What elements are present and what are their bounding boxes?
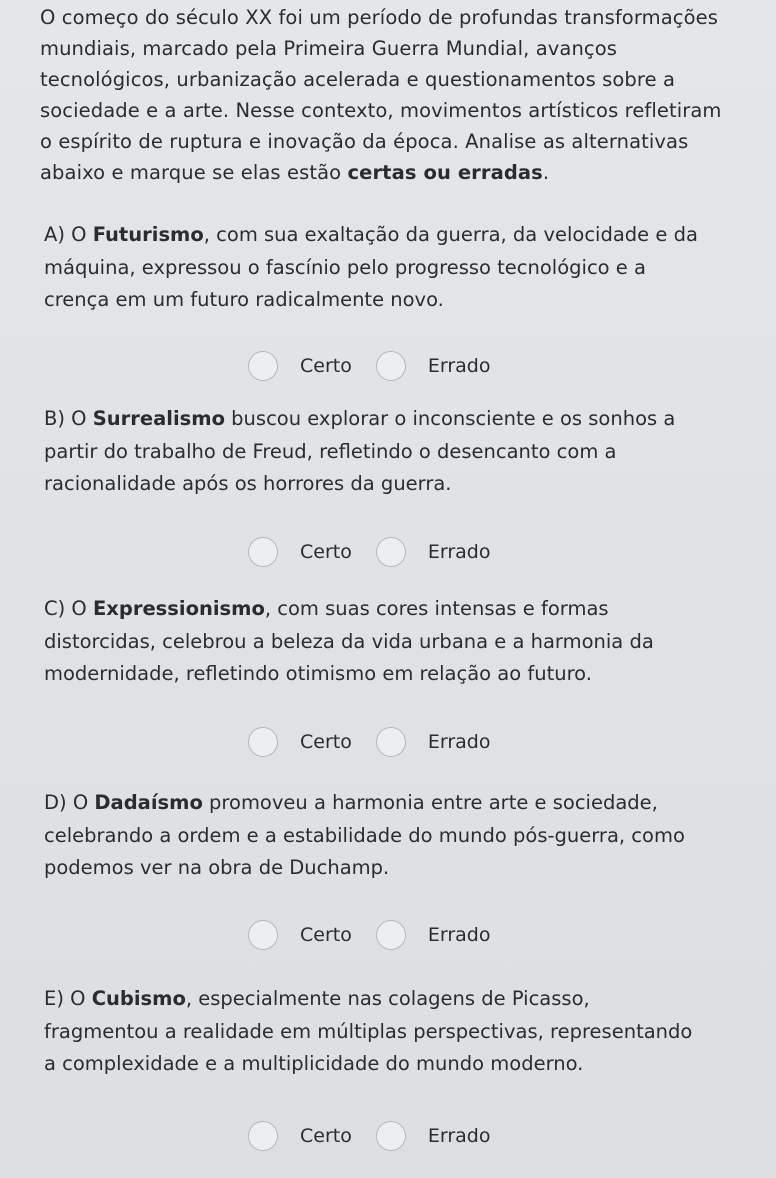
errado-label[interactable]: Errado <box>427 1125 491 1147</box>
question-line: racionalidade após os horrores da guerra. <box>44 472 452 495</box>
question-text: buscou explorar o inconsciente e os sonhos a <box>224 407 676 430</box>
question-line: a complexidade e a multiplicidade do mundo moderno. <box>44 1052 584 1075</box>
question-d <box>44 787 734 885</box>
question-e <box>44 983 734 1081</box>
question-d-errado-radio[interactable] <box>376 920 406 950</box>
certo-label[interactable]: Certo <box>300 355 352 377</box>
question-term: Cubismo <box>91 987 186 1010</box>
question-line: fragmentou a realidade em múltiplas perspectivas, representando <box>44 1019 693 1043</box>
intro-emphasis: certas ou erradas <box>347 161 543 184</box>
intro-line: O começo do século XX foi um período de profundas transformações <box>40 6 718 29</box>
intro-text: abaixo e marque se elas estão <box>40 161 348 184</box>
question-line <box>44 593 734 626</box>
question-c <box>44 593 734 691</box>
certo-label[interactable]: Certo <box>300 731 352 753</box>
question-term: Futurismo <box>92 223 204 246</box>
intro-line: tecnológicos, urbanização acelerada e questionamentos sobre a <box>40 68 676 91</box>
certo-label[interactable]: Certo <box>300 541 352 563</box>
question-prefix: D) O <box>44 791 95 814</box>
question-d-options <box>248 915 514 955</box>
question-line: crença em um futuro radicalmente novo. <box>44 288 444 311</box>
question-b <box>44 403 734 501</box>
intro-paragraph <box>40 2 740 188</box>
question-text: , especialmente nas colagens de Picasso, <box>185 987 590 1010</box>
question-line: partir do trabalho de Freud, refletindo o desencanto com a <box>44 439 617 463</box>
question-a-certo-radio[interactable] <box>248 351 278 381</box>
question-line <box>44 983 734 1016</box>
question-a <box>44 219 734 317</box>
question-line: distorcidas, celebrou a beleza da vida urbana e a harmonia da <box>44 629 654 653</box>
question-prefix: B) O <box>44 407 93 430</box>
question-c-options <box>248 722 514 762</box>
question-e-errado-radio[interactable] <box>376 1121 406 1151</box>
question-b-options <box>248 532 514 572</box>
question-text: promoveu a harmonia entre arte e sociedade, <box>202 791 658 814</box>
certo-label[interactable]: Certo <box>300 1125 352 1147</box>
question-d-certo-radio[interactable] <box>248 920 278 950</box>
question-line <box>44 787 734 820</box>
errado-label[interactable]: Errado <box>427 731 491 753</box>
question-line: modernidade, refletindo otimismo em relação ao futuro. <box>44 662 592 685</box>
errado-label[interactable]: Errado <box>427 924 491 946</box>
question-e-certo-radio[interactable] <box>248 1121 278 1151</box>
question-line <box>44 219 734 252</box>
question-term: Surrealismo <box>92 407 225 430</box>
question-prefix: A) O <box>44 223 93 246</box>
question-term: Dadaísmo <box>94 791 203 814</box>
question-prefix: C) O <box>44 597 93 620</box>
errado-label[interactable]: Errado <box>427 355 491 377</box>
question-b-errado-radio[interactable] <box>376 537 406 567</box>
question-term: Expressionismo <box>92 597 265 620</box>
question-e-options <box>248 1116 514 1156</box>
question-line: podemos ver na obra de Duchamp. <box>44 856 390 879</box>
question-line: celebrando a ordem e a estabilidade do mundo pós-guerra, como <box>44 823 685 847</box>
question-c-errado-radio[interactable] <box>376 727 406 757</box>
question-a-options <box>248 346 514 386</box>
intro-line: sociedade e a arte. Nesse contexto, movimentos artísticos refletiram <box>40 99 722 122</box>
question-a-errado-radio[interactable] <box>376 351 406 381</box>
intro-line <box>40 157 740 188</box>
question-line: máquina, expressou o fascínio pelo progresso tecnológico e a <box>44 255 646 279</box>
question-text: , com sua exaltação da guerra, da velocidade e da <box>203 223 698 246</box>
errado-label[interactable]: Errado <box>427 541 491 563</box>
question-c-certo-radio[interactable] <box>248 727 278 757</box>
question-text: , com suas cores intensas e formas <box>264 597 609 620</box>
intro-line: o espírito de ruptura e inovação da época. Analise as alternativas <box>40 130 689 153</box>
intro-text: . <box>542 161 550 184</box>
question-prefix: E) O <box>44 987 92 1010</box>
intro-line: mundiais, marcado pela Primeira Guerra Mundial, avanços <box>40 37 618 60</box>
question-b-certo-radio[interactable] <box>248 537 278 567</box>
certo-label[interactable]: Certo <box>300 924 352 946</box>
question-line <box>44 403 734 436</box>
